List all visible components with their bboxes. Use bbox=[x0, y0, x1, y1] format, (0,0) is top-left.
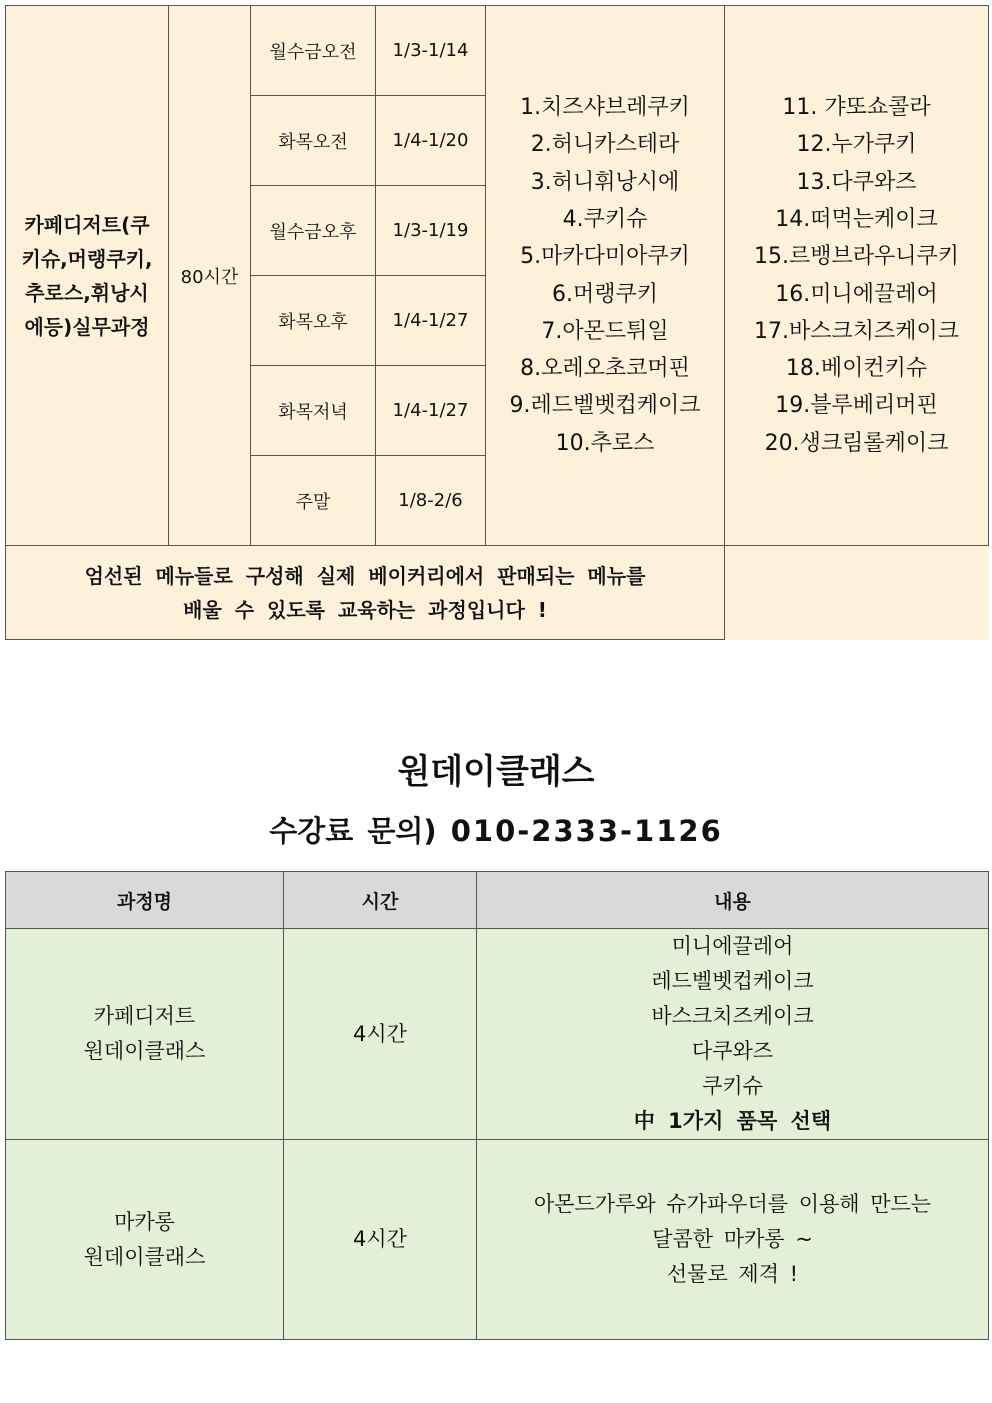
schedule-slot: 화목오전 bbox=[251, 96, 376, 186]
row-time: 4시간 bbox=[284, 1140, 477, 1340]
course-name-line: 카페디저트 bbox=[93, 1004, 196, 1028]
menu-item: 1.치즈샤브레쿠키 bbox=[520, 95, 690, 121]
course-name-line: 원데이클래스 bbox=[83, 1244, 206, 1269]
menu-column-1 bbox=[486, 6, 725, 546]
header-time: 시간 bbox=[284, 872, 477, 929]
schedule-dates: 1/4-1/27 bbox=[376, 276, 486, 366]
content-line: 선물로 제격 ! bbox=[666, 1262, 799, 1286]
phone-number[interactable]: 010-2333-1126 bbox=[450, 814, 723, 848]
menu-item: 15.르뱅브라우니쿠키 bbox=[753, 244, 959, 270]
course-name-line: 원데이클래스 bbox=[83, 1039, 206, 1063]
content-line: 다쿠와즈 bbox=[691, 1039, 774, 1063]
row-content bbox=[477, 929, 989, 1140]
menu-item: 19.블루베리머핀 bbox=[775, 393, 938, 419]
oneday-table bbox=[5, 871, 989, 1340]
row-course-name bbox=[6, 929, 284, 1140]
content-line: 바스크치즈케이크 bbox=[651, 1004, 814, 1028]
content-line: 레드벨벳컵케이크 bbox=[651, 969, 814, 993]
row-time: 4시간 bbox=[284, 929, 477, 1140]
schedule-dates: 1/4-1/27 bbox=[376, 366, 486, 456]
course-note-line-2: 배울 수 있도록 교육하는 과정입니다 ! bbox=[183, 597, 547, 622]
menu-item: 11. 갸또쇼콜라 bbox=[782, 95, 931, 121]
menu-item: 13.다쿠와즈 bbox=[796, 169, 917, 195]
menu-item: 5.마카다미아쿠키 bbox=[520, 244, 690, 270]
content-line: 쿠키슈 bbox=[702, 1074, 763, 1098]
menu-item: 14.떠먹는케이크 bbox=[775, 206, 938, 232]
course-note bbox=[6, 546, 725, 640]
schedule-slot: 화목저녁 bbox=[251, 366, 376, 456]
menu-item: 18.베이컨키슈 bbox=[785, 356, 928, 382]
content-note: 中 1가지 품목 선택 bbox=[633, 1109, 832, 1133]
header-content: 내용 bbox=[477, 872, 989, 929]
row-content bbox=[477, 1140, 989, 1340]
course-name: 카페디저트(쿠키슈,머랭쿠키,추로스,휘낭시에등)실무과정 bbox=[21, 212, 153, 339]
table-row bbox=[6, 929, 989, 1140]
menu-item: 16.미니에끌레어 bbox=[775, 281, 938, 307]
fee-inquiry-label: 수강료 문의) bbox=[269, 814, 437, 848]
menu-item: 3.허니휘낭시에 bbox=[530, 169, 680, 195]
schedule-slot: 월수금오전 bbox=[251, 6, 376, 96]
fee-inquiry bbox=[0, 810, 992, 852]
course-name-line: 마카롱 bbox=[114, 1209, 175, 1234]
menu-item: 7.아몬드튀일 bbox=[541, 318, 669, 344]
schedule-slot: 화목오후 bbox=[251, 276, 376, 366]
row-course-name bbox=[6, 1140, 284, 1340]
table-row bbox=[6, 1140, 989, 1340]
menu-item: 8.오레오초코머핀 bbox=[520, 356, 690, 382]
course-hours: 80시간 bbox=[169, 6, 251, 546]
header-course-name: 과정명 bbox=[6, 872, 284, 929]
course-note-line-1: 엄선된 메뉴들로 구성해 실제 베이커리에서 판매되는 메뉴를 bbox=[84, 563, 646, 588]
schedule-slot: 월수금오후 bbox=[251, 186, 376, 276]
menu-item: 6.머랭쿠키 bbox=[552, 281, 658, 307]
schedule-dates: 1/3-1/14 bbox=[376, 6, 486, 96]
course-table bbox=[5, 5, 989, 640]
schedule-dates: 1/4-1/20 bbox=[376, 96, 486, 186]
menu-item: 10.추로스 bbox=[555, 430, 655, 456]
menu-item: 9.레드벨벳컵케이크 bbox=[509, 393, 701, 419]
schedule-dates: 1/3-1/19 bbox=[376, 186, 486, 276]
course-name-cell bbox=[6, 6, 169, 546]
menu-item: 17.바스크치즈케이크 bbox=[753, 318, 959, 344]
content-line: 미니에끌레어 bbox=[671, 934, 794, 958]
content-line: 달콤한 마카롱 ~ bbox=[652, 1227, 813, 1251]
schedule-dates: 1/8-2/6 bbox=[376, 456, 486, 546]
schedule-slot: 주말 bbox=[251, 456, 376, 546]
menu-item: 2.허니카스테라 bbox=[530, 132, 680, 158]
oneday-title: 원데이클래스 bbox=[397, 752, 595, 792]
menu-item: 4.쿠키슈 bbox=[562, 206, 648, 232]
menu-item: 20.생크림롤케이크 bbox=[764, 430, 949, 456]
menu-column-2 bbox=[725, 6, 989, 546]
menu-item: 12.누가쿠키 bbox=[796, 132, 917, 158]
content-line: 아몬드가루와 슈가파우더를 이용해 만드는 bbox=[533, 1192, 932, 1216]
